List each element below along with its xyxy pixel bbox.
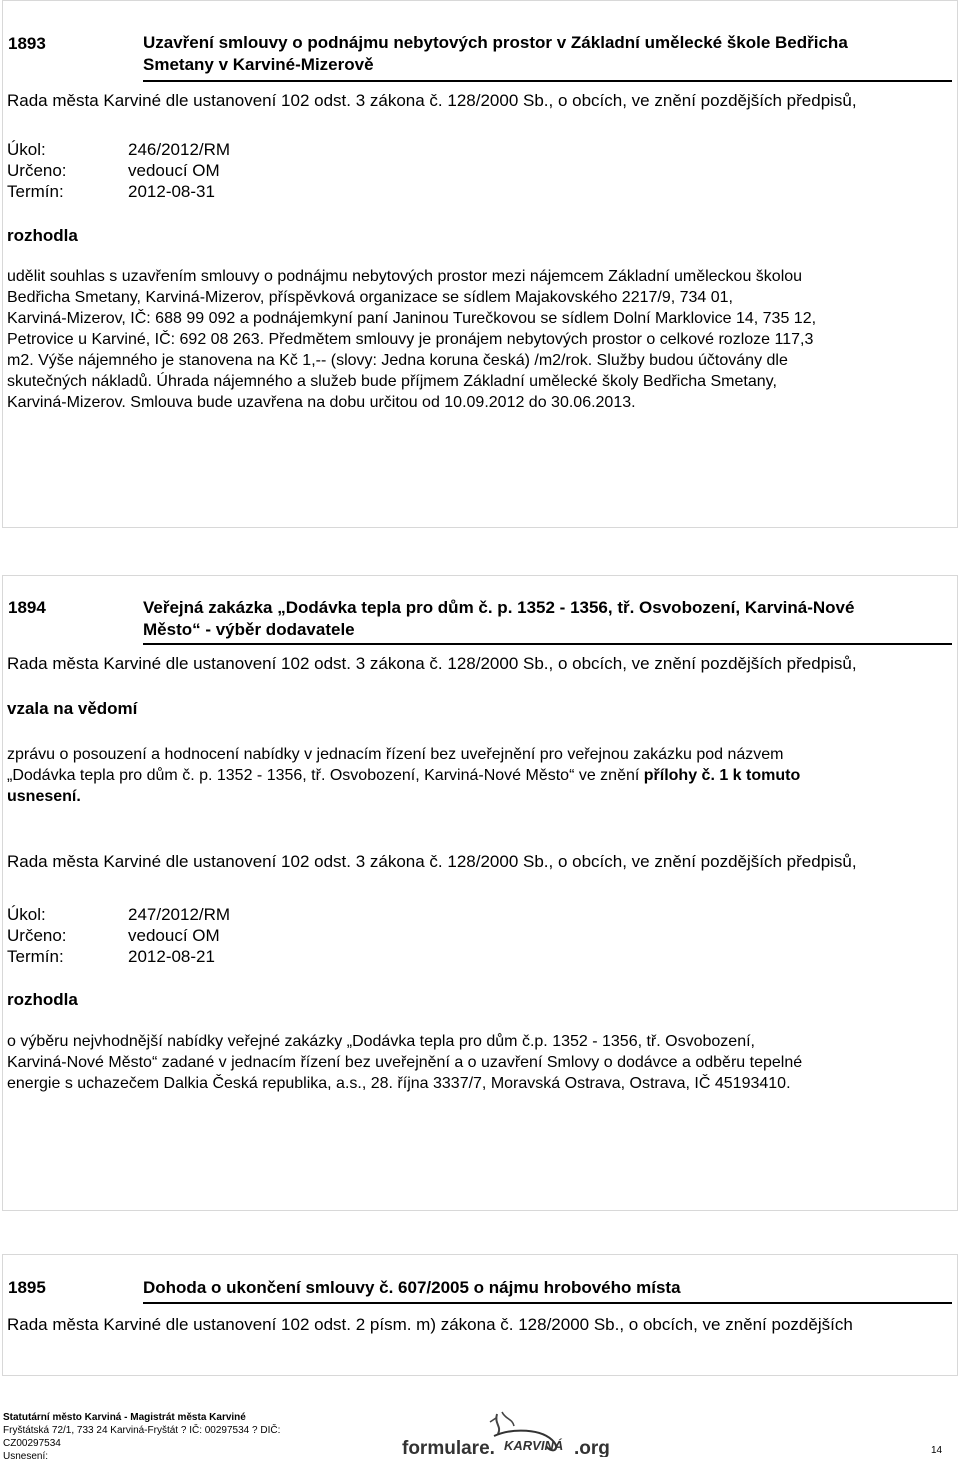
item-title-line: Smetany v Karviné-Mizerově: [143, 55, 374, 74]
footer-org: Statutární město Karviná - Magistrát města Karviné: [3, 1412, 246, 1423]
footer-address: [3, 1411, 280, 1463]
legal-basis: Rada města Karviné dle ustanovení 102 odst. 2 písm. m) zákona č. 128/2000 Sb., o obcích, ve znění pozdějších: [7, 1315, 853, 1334]
deadline-label: Termín:: [7, 947, 64, 966]
svg-text:.org: .org: [574, 1438, 610, 1457]
text-line: Karviná-Nové Město“ zadané v jednacím řízení bez uveřejnění a o uzavření Smlovy o dodávce a odběru tepelné: [7, 1054, 803, 1071]
item-number: 1893: [8, 34, 46, 53]
title-rule: [143, 643, 952, 645]
text-line: [7, 765, 952, 786]
logo-graphic: [402, 1410, 617, 1457]
text-line: zprávu o posouzení a hodnocení nabídky v jednacím řízení bez uveřejnění pro veřejnou zakázku pod názvem: [7, 746, 784, 763]
deadline-value: 2012-08-21: [128, 947, 215, 966]
attachment-reference-end: usnesení.: [7, 788, 81, 805]
footer-street: Fryštátská 72/1, 733 24 Karviná-Fryštát ? IČ: 00297534 ? DIČ:: [3, 1425, 281, 1436]
deadline-label: Termín:: [7, 182, 64, 201]
decision-heading: rozhodla: [7, 226, 78, 245]
legal-basis: Rada města Karviné dle ustanovení 102 odst. 3 zákona č. 128/2000 Sb., o obcích, ve znění pozdějších předpisů,: [7, 852, 857, 871]
decision-heading: rozhodla: [7, 990, 78, 1009]
attachment-reference: přílohy č. 1 k tomuto: [643, 767, 801, 784]
title-rule: [143, 80, 952, 82]
assigned-label: Určeno:: [7, 161, 67, 180]
text-line: skutečných nákladů. Úhrada nájemného a služeb bude příjmem Základní umělecké školy Bedřicha Smetany,: [7, 373, 777, 390]
text-segment: „Dodávka tepla pro dům č. p. 1352 - 1356, tř. Osvobození, Karviná-Nové Město“ ve znění: [7, 767, 644, 784]
text-line: energie s uchazečem Dalkia Česká republika, a.s., 28. října 3337/7, Moravská Ostrava, Ostrava, IČ 45193410.: [7, 1075, 791, 1092]
footer-logo: [402, 1410, 617, 1457]
item-number: 1895: [8, 1278, 46, 1297]
text-line: Petrovice u Karviné, IČ: 692 08 263. Předmětem smlouvy je pronájem nebytových prostor o celkové rozloze 117,3: [7, 331, 814, 348]
decision-text: [7, 1031, 952, 1094]
item-title-line: Uzavření smlouvy o podnájmu nebytových prostor v Základní umělecké škole Bedřicha: [143, 33, 848, 52]
item-title-line: Město“ - výběr dodavatele: [143, 620, 355, 639]
svg-text:KARVINÁ: KARVINÁ: [504, 1438, 564, 1453]
item-title: [143, 32, 943, 76]
task-value: 246/2012/RM: [128, 140, 231, 159]
assigned-value: vedoucí OM: [128, 926, 220, 945]
item-title: [143, 597, 943, 641]
item-title: [143, 1277, 943, 1299]
title-rule: [143, 1302, 952, 1304]
footer-resolution: Usnesení:: [3, 1451, 49, 1462]
assigned-value: vedoucí OM: [128, 161, 220, 180]
deadline-value: 2012-08-31: [128, 182, 215, 201]
task-label: Úkol:: [7, 905, 46, 924]
decision-text: [7, 266, 952, 413]
task-value: 247/2012/RM: [128, 905, 231, 924]
footer-vat: CZ00297534: [3, 1438, 61, 1449]
item-title-line: Dohoda o ukončení smlouvy č. 607/2005 o nájmu hrobového místa: [143, 1278, 681, 1297]
svg-text:formulare.: formulare.: [402, 1438, 495, 1457]
text-line: o výběru nejvhodnější nabídky veřejné zakázky „Dodávka tepla pro dům č.p. 1352 - 1356, tř. Osvobození,: [7, 1033, 755, 1050]
text-line: m2. Výše nájemného je stanovena na Kč 1,-- (slovy: Jedna koruna česká) /m2/rok. Služby budou účtovány dle: [7, 352, 788, 369]
assigned-label: Určeno:: [7, 926, 67, 945]
acknowledged-text: [7, 744, 952, 807]
legal-basis: Rada města Karviné dle ustanovení 102 odst. 3 zákona č. 128/2000 Sb., o obcích, ve znění pozdějších předpisů,: [7, 91, 857, 110]
text-line: Bedřicha Smetany, Karviná-Mizerov, příspěvková organizace se sídlem Majakovského 2217/9, 734 01,: [7, 289, 733, 306]
text-line: Karviná-Mizerov. Smlouva bude uzavřena na dobu určitou od 10.09.2012 do 30.06.2013.: [7, 394, 636, 411]
item-title-line: Veřejná zakázka „Dodávka tepla pro dům č. p. 1352 - 1356, tř. Osvobození, Karviná-Nové: [143, 598, 855, 617]
text-line: udělit souhlas s uzavřením smlouvy o podnájmu nebytových prostor mezi nájemcem Základní uměleckou školou: [7, 268, 803, 285]
page-number: 14: [931, 1445, 943, 1456]
legal-basis: Rada města Karviné dle ustanovení 102 odst. 3 zákona č. 128/2000 Sb., o obcích, ve znění pozdějších předpisů,: [7, 654, 857, 673]
item-number: 1894: [8, 598, 46, 617]
decision-heading: vzala na vědomí: [7, 699, 138, 718]
text-line: Karviná-Mizerov, IČ: 688 99 092 a podnájemkyní paní Janinou Turečkovou se sídlem Dolní Marklovice 14, 735 12,: [7, 310, 817, 327]
text-line: [7, 786, 952, 807]
task-label: Úkol:: [7, 140, 46, 159]
